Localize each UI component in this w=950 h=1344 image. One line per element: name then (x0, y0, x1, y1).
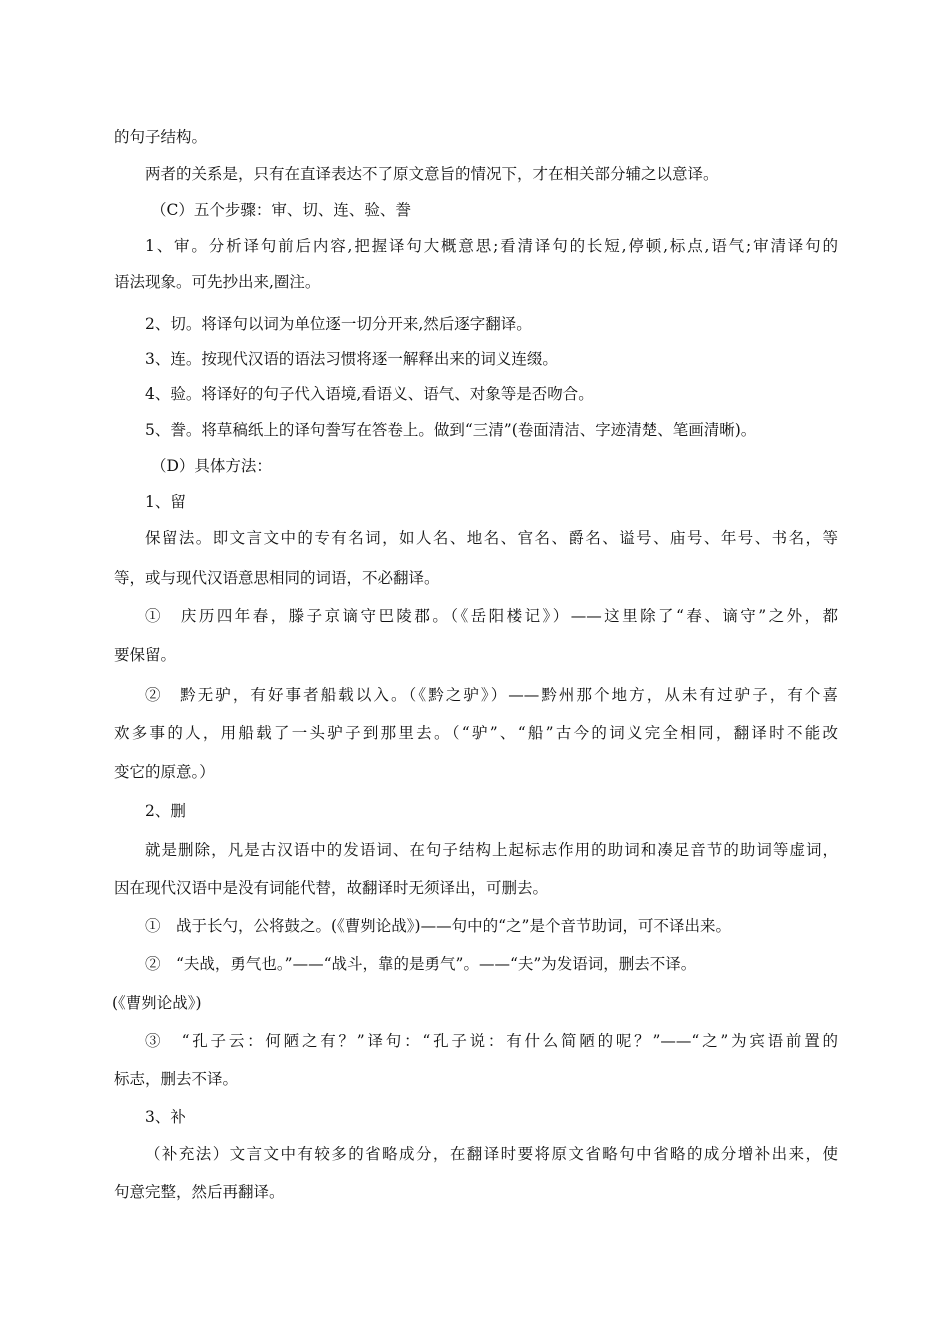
paragraph-line: 就是删除，凡是古汉语中的发语词、在句子结构上起标志作用的助词和凑足音节的助词等虚词， (145, 841, 838, 859)
example-line: 标志，删去不译。 (114, 1070, 239, 1088)
paragraph-line: 等，或与现代汉语意思相同的词语，不必翻译。 (114, 569, 440, 587)
example-line: (《曹刿论战》) (112, 994, 202, 1012)
section-heading: （C）五个步骤：审、切、连、验、誊 (151, 201, 411, 219)
paragraph-line: 保留法。即文言文中的专有名词，如人名、地名、官名、爵名、谥号、庙号、年号、书名，等 (145, 529, 838, 547)
paragraph-line: （补充法）文言文中有较多的省略成分，在翻译时要将原文省略句中省略的成分增补出来，使 (145, 1145, 838, 1163)
example-line: 欢多事的人，用船载了一头驴子到那里去。（“驴”、“船”古今的词义完全相同，翻译时不能改 (114, 724, 838, 742)
paragraph-line: 5、誊。将草稿纸上的译句誊写在答卷上。做到“三清”(卷面清洁、字迹清楚、笔画清晰)。 (145, 421, 757, 439)
example-line: ① 战于长勺，公将鼓之。(《曹刿论战》)——句中的“之”是个音节助词，可不译出来。 (145, 917, 731, 935)
example-line: 要保留。 (114, 646, 177, 664)
paragraph-line: 3、连。按现代汉语的语法习惯将逐一解释出来的词义连缀。 (145, 350, 558, 368)
paragraph-line: 语法现象。可先抄出来,圈注。 (114, 273, 321, 291)
example-line: ② 黔无驴，有好事者船载以入。（《黔之驴》）——黔州那个地方，从未有过驴子，有个喜 (145, 686, 838, 704)
paragraph-line: 2、切。将译句以词为单位逐一切分开来,然后逐字翻译。 (145, 315, 532, 333)
example-line: ② “夫战，勇气也。”——“战斗，靠的是勇气”。——“夫”为发语词，删去不译。 (145, 955, 697, 973)
example-line: ① 庆历四年春，滕子京谪守巴陵郡。（《岳阳楼记》）——这里除了“春、谪守”之外，都 (145, 607, 838, 625)
subsection-heading: 3、补 (145, 1108, 186, 1126)
subsection-heading: 1、留 (145, 493, 186, 511)
paragraph-line: 因在现代汉语中是没有词能代替，故翻译时无须译出，可删去。 (114, 879, 549, 897)
paragraph-line: 句意完整，然后再翻译。 (114, 1183, 285, 1201)
paragraph-line: 1、审。分析译句前后内容,把握译句大概意思;看清译句的长短,停顿,标点,语气;审清译句的 (145, 237, 838, 255)
section-heading: （D）具体方法： (151, 457, 272, 475)
paragraph-line: 4、验。将译好的句子代入语境,看语义、语气、对象等是否吻合。 (145, 385, 594, 403)
paragraph-line: 的句子结构。 (114, 128, 208, 146)
example-line: 变它的原意。） (114, 763, 215, 781)
subsection-heading: 2、删 (145, 802, 186, 820)
example-line: ③ “孔子云：何陋之有？”译句：“孔子说：有什么简陋的呢？”——“之”为宾语前置的 (145, 1032, 838, 1050)
paragraph-line: 两者的关系是，只有在直译表达不了原文意旨的情况下，才在相关部分辅之以意译。 (145, 165, 719, 183)
